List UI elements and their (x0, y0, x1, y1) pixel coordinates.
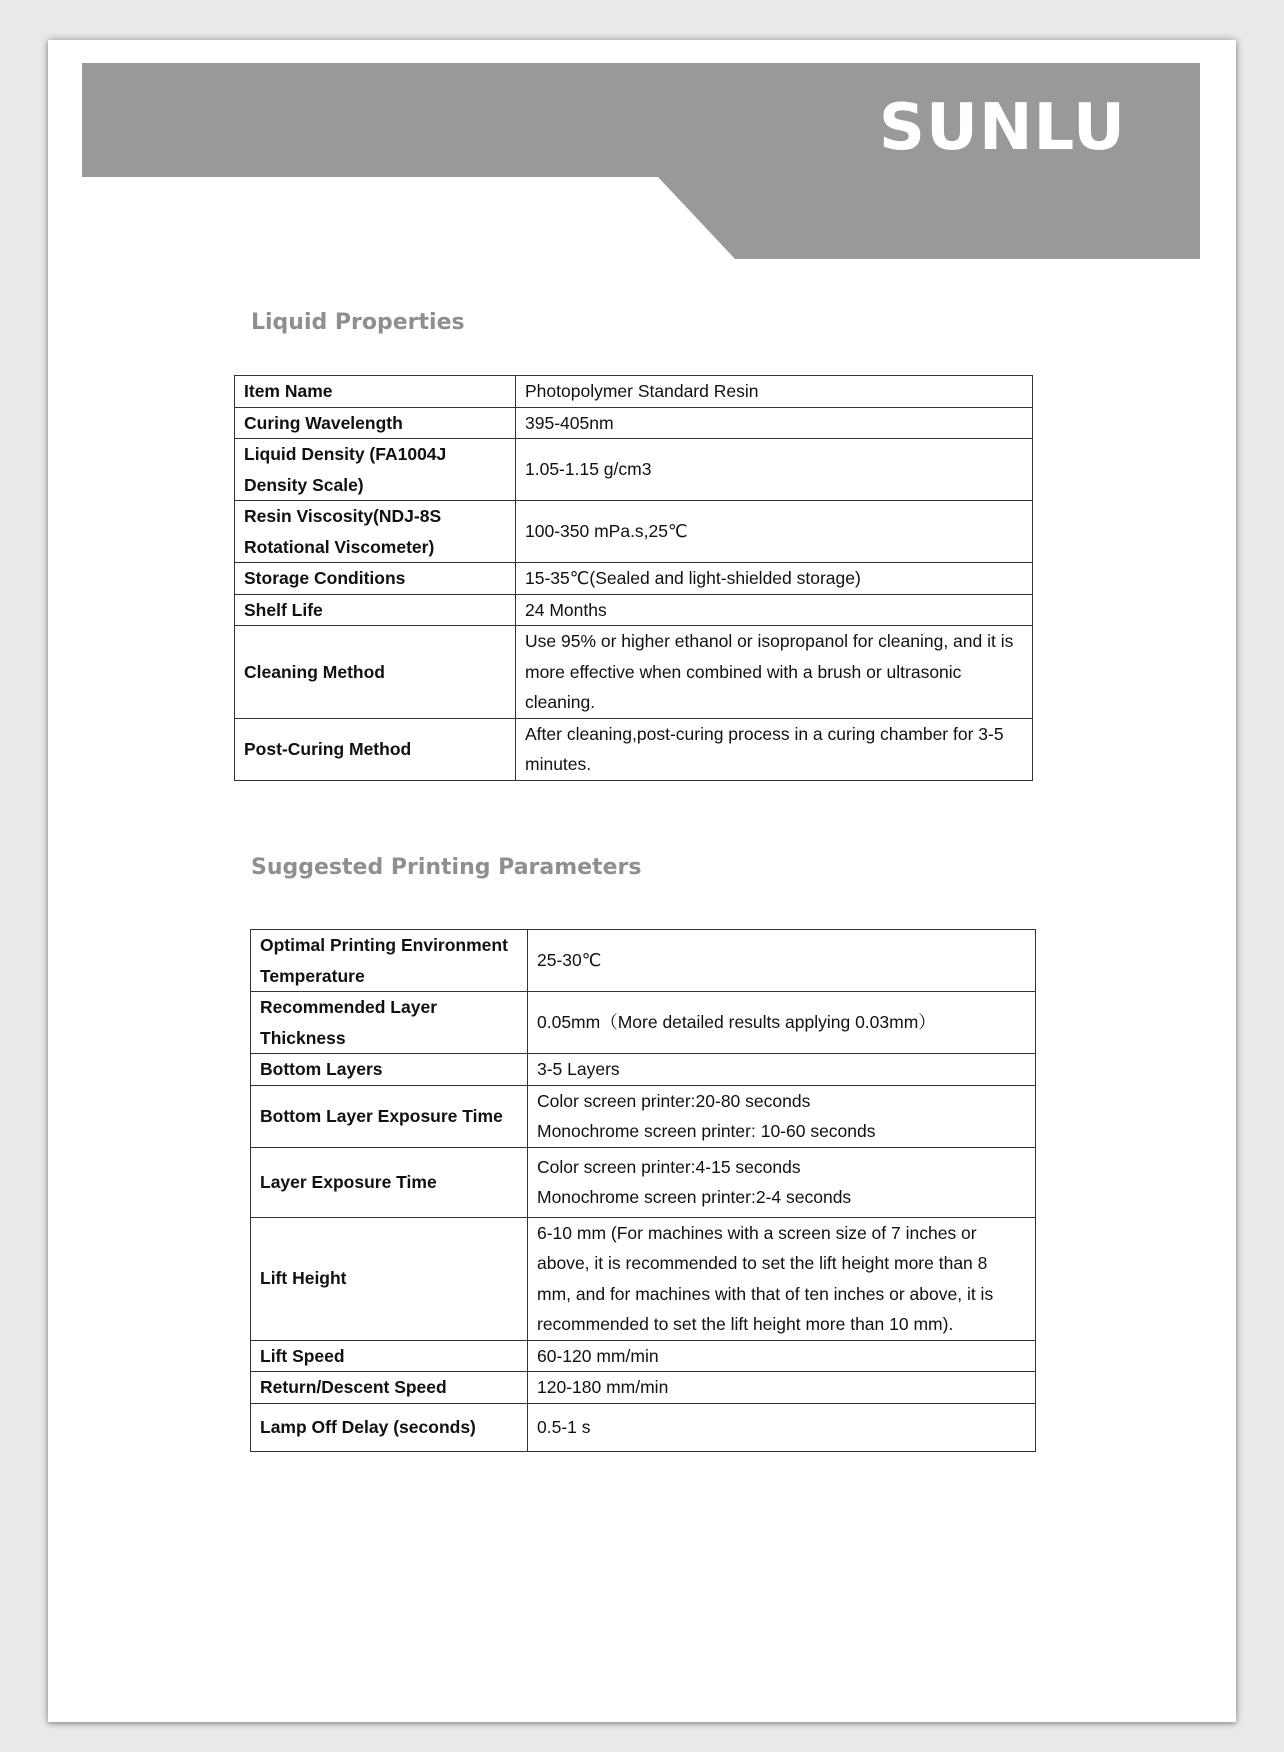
row-value-line: Color screen printer:20-80 seconds (537, 1090, 811, 1111)
row-value-line: Monochrome screen printer:2-4 seconds (537, 1187, 852, 1207)
row-value: Photopolymer Standard Resin (516, 376, 1033, 408)
section-title-printing-parameters: Suggested Printing Parameters (251, 855, 642, 880)
row-value: After cleaning,post-curing process in a curing chamber for 3-5 minutes. (516, 718, 1033, 780)
table-row (235, 626, 1033, 719)
row-key: Liquid Density (FA1004J Density Scale) (235, 439, 516, 501)
table-row (251, 930, 1036, 992)
row-key: Curing Wavelength (235, 407, 516, 439)
row-value (528, 1085, 1036, 1147)
row-key: Lift Height (251, 1217, 528, 1340)
row-key: Optimal Printing Environment Temperature (251, 930, 528, 992)
row-value: 395-405nm (516, 407, 1033, 439)
row-value (528, 1147, 1036, 1217)
header-banner (82, 63, 1200, 259)
table-row (235, 376, 1033, 408)
row-key: Lift Speed (251, 1340, 528, 1372)
table-row (251, 1217, 1036, 1340)
table-row (251, 1340, 1036, 1372)
row-key: Shelf Life (235, 594, 516, 626)
document-page (48, 40, 1236, 1722)
row-value: Use 95% or higher ethanol or isopropanol for cleaning, and it is more effective when combined with a brush or ultrasonic cleaning. (516, 626, 1033, 719)
row-key: Post-Curing Method (235, 718, 516, 780)
printing-parameters-table (250, 929, 1036, 1452)
row-value: 0.5-1 s (528, 1403, 1036, 1451)
table-row (235, 407, 1033, 439)
table-row (235, 594, 1033, 626)
row-value: 15-35℃(Sealed and light-shielded storage) (516, 563, 1033, 595)
row-value: 3-5 Layers (528, 1054, 1036, 1086)
row-key: Storage Conditions (235, 563, 516, 595)
table-row (235, 563, 1033, 595)
table-row (251, 1403, 1036, 1451)
row-key: Lamp Off Delay (seconds) (251, 1403, 528, 1451)
table-row (235, 501, 1033, 563)
row-key: Layer Exposure Time (251, 1147, 528, 1217)
row-value-line: Color screen printer:4-15 seconds (537, 1156, 801, 1177)
row-value: 100-350 mPa.s,25℃ (516, 501, 1033, 563)
table-row (251, 1085, 1036, 1147)
row-value: 6-10 mm (For machines with a screen size of 7 inches or above, it is recommended to set the lift height more than 8 mm, and for machines with that of ten inches or above, it is recommended to set the lift height more than 10 mm). (528, 1217, 1036, 1340)
section-title-liquid-properties: Liquid Properties (251, 310, 465, 335)
row-key: Cleaning Method (235, 626, 516, 719)
row-key: Item Name (235, 376, 516, 408)
brand-logo-text: SUNLU (878, 91, 1126, 165)
row-value: 25-30℃ (528, 930, 1036, 992)
row-value: 24 Months (516, 594, 1033, 626)
table-row (235, 439, 1033, 501)
row-key: Bottom Layers (251, 1054, 528, 1086)
table-row (251, 1054, 1036, 1086)
table-row (251, 992, 1036, 1054)
table-row (235, 718, 1033, 780)
row-key: Return/Descent Speed (251, 1372, 528, 1404)
row-value: 120-180 mm/min (528, 1372, 1036, 1404)
table-row (251, 1372, 1036, 1404)
row-value: 60-120 mm/min (528, 1340, 1036, 1372)
liquid-properties-table (234, 375, 1033, 781)
row-value: 0.05mm（More detailed results applying 0.03mm） (528, 992, 1036, 1054)
row-key: Recommended Layer Thickness (251, 992, 528, 1054)
row-key: Resin Viscosity(NDJ-8S Rotational Viscometer) (235, 501, 516, 563)
row-key: Bottom Layer Exposure Time (251, 1085, 528, 1147)
row-value: 1.05-1.15 g/cm3 (516, 439, 1033, 501)
row-value-line: Monochrome screen printer: 10-60 seconds (537, 1121, 876, 1141)
table-row (251, 1147, 1036, 1217)
